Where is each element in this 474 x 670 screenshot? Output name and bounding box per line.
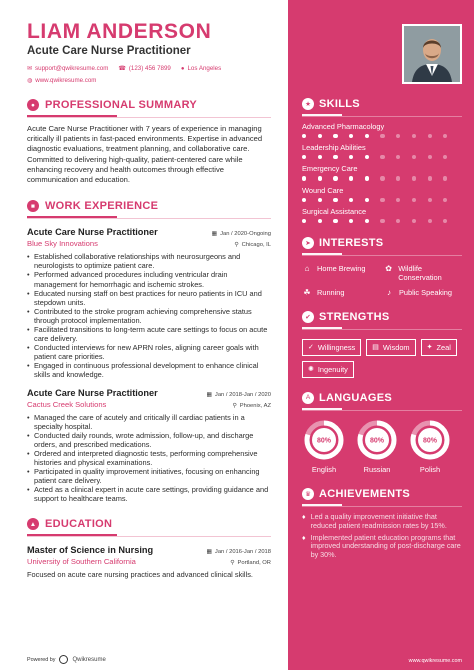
skill-dot bbox=[428, 134, 432, 138]
skill-rating bbox=[302, 176, 462, 180]
footer-brand[interactable]: Qwikresume bbox=[72, 656, 106, 663]
education-dates bbox=[206, 549, 271, 555]
skill-name: Surgical Assistance bbox=[302, 206, 367, 216]
job-company: Blue Sky Innovations bbox=[27, 239, 98, 249]
language-item bbox=[355, 419, 399, 474]
skill-dot bbox=[302, 155, 306, 159]
skill-item bbox=[302, 143, 462, 159]
languages-title: LANGUAGES bbox=[319, 391, 392, 404]
bullet-item: • Managed the care of acutely and critically ill cardiac patients in a specialty hospital. bbox=[27, 413, 271, 431]
location-text: Los Angeles bbox=[187, 65, 222, 72]
skill-dot bbox=[443, 155, 447, 159]
language-ring bbox=[409, 419, 451, 461]
calendar-icon: ▦ bbox=[211, 231, 218, 238]
job-entry bbox=[27, 388, 271, 504]
website-row bbox=[27, 77, 271, 84]
bullet-item: • Conducted interviews for new APRN roles, aligning career goals with patient care priorities. bbox=[27, 343, 271, 361]
skill-dot bbox=[412, 219, 416, 223]
portrait-image bbox=[404, 26, 460, 82]
skill-dot bbox=[318, 176, 322, 180]
language-item bbox=[408, 419, 452, 474]
interest-item bbox=[302, 264, 380, 282]
skill-dot bbox=[412, 176, 416, 180]
skill-dot bbox=[349, 134, 353, 138]
skill-dot bbox=[380, 134, 384, 138]
languages-heading bbox=[302, 392, 462, 404]
strength-chip bbox=[302, 339, 361, 356]
strengths-list bbox=[302, 339, 462, 378]
email-text: support@qwikresume.com bbox=[35, 65, 109, 72]
skill-rating bbox=[302, 155, 462, 159]
website-text: www.qwikresume.com bbox=[35, 77, 97, 84]
job-dates-text: Jan / 2018-Jan / 2020 bbox=[214, 391, 271, 398]
skill-dot bbox=[365, 219, 369, 223]
candidate-name: LIAM ANDERSON bbox=[27, 20, 212, 43]
language-percent: 80% bbox=[316, 437, 332, 445]
interest-label: Running bbox=[317, 287, 345, 297]
email-icon: ✉ bbox=[27, 66, 33, 72]
strength-chip bbox=[302, 361, 354, 378]
skill-dot bbox=[318, 198, 322, 202]
skill-dot bbox=[333, 176, 337, 180]
footer bbox=[27, 655, 271, 664]
calendar-icon: ▦ bbox=[206, 549, 212, 556]
bullet-item: • Established collaborative relationships with neurosurgeons and neurologists to optimize patient care. bbox=[27, 252, 271, 270]
strength-label: Wisdom bbox=[382, 342, 410, 352]
skill-dot bbox=[349, 219, 353, 223]
skill-dot bbox=[428, 155, 432, 159]
skill-item bbox=[302, 207, 462, 223]
skill-dot bbox=[380, 155, 384, 159]
bullet-item: • Contributed to the stroke program achieving comprehensive status through protocol implementation. bbox=[27, 307, 271, 325]
bullet-item: • Performed advanced procedures including ventricular drain management for hemorrhagic and ischemic strokes. bbox=[27, 270, 271, 288]
phone-icon: ☎ bbox=[118, 66, 126, 72]
summary-heading bbox=[27, 99, 271, 111]
skill-dot bbox=[443, 176, 447, 180]
user-icon: ● bbox=[27, 99, 39, 111]
phone-item[interactable] bbox=[118, 65, 170, 72]
skill-dot bbox=[365, 176, 369, 180]
bullet-item: • Conducted daily rounds, wrote admission, follow-up, and discharge orders, and prescribed medications. bbox=[27, 431, 271, 449]
interest-item bbox=[384, 288, 462, 297]
pin-icon: ⚲ bbox=[234, 242, 239, 249]
thumbs-up-icon: ✔ bbox=[302, 311, 314, 323]
skill-dot bbox=[349, 198, 353, 202]
briefcase-icon: ■ bbox=[27, 200, 39, 212]
strength-label: Willingness bbox=[317, 342, 356, 352]
bullet-item: • Engaged in continuous professional development to enhance clinical skills and knowledge. bbox=[27, 361, 271, 379]
skill-dot bbox=[443, 134, 447, 138]
skill-dot bbox=[365, 155, 369, 159]
footer-website[interactable]: www.qwikresume.com bbox=[408, 658, 462, 664]
paper-plane-icon: ➤ bbox=[302, 237, 314, 249]
job-dates bbox=[206, 392, 271, 398]
pin-icon: ⚲ bbox=[230, 560, 235, 567]
summary-title: PROFESSIONAL SUMMARY bbox=[45, 99, 198, 111]
experience-rule-light bbox=[27, 218, 271, 219]
achievements-heading bbox=[302, 488, 462, 500]
school: University of Southern California bbox=[27, 557, 136, 567]
sidebar bbox=[288, 0, 474, 670]
strengths-heading bbox=[302, 311, 462, 323]
qwikresume-logo-icon bbox=[59, 655, 68, 664]
running-icon: ☘ bbox=[303, 287, 311, 297]
location-pin-icon: ● bbox=[180, 65, 185, 72]
education-description: Focused on acute care nursing practices and advanced clinical skills. bbox=[27, 570, 253, 580]
skill-dot bbox=[443, 198, 447, 202]
flame-icon: ✦ bbox=[426, 344, 433, 352]
skill-dot bbox=[302, 198, 306, 202]
home-icon: ⌂ bbox=[304, 263, 310, 273]
achievements-title: ACHIEVEMENTS bbox=[319, 487, 410, 500]
skill-name: Emergency Care bbox=[302, 164, 358, 174]
skill-dot bbox=[396, 198, 400, 202]
language-ring bbox=[303, 419, 345, 461]
achievement-item bbox=[302, 534, 462, 560]
location-item bbox=[181, 65, 221, 72]
achievement-text: Led a quality improvement initiative that reduced patient readmission rates by 15%. bbox=[310, 511, 447, 530]
experience-heading bbox=[27, 200, 271, 212]
bullet-item: • Acted as a clinical expert in acute care settings, providing guidance and support to healthcare teams. bbox=[27, 485, 271, 503]
interests-title: INTERESTS bbox=[319, 236, 384, 249]
skill-dot bbox=[318, 155, 322, 159]
skill-dot bbox=[396, 155, 400, 159]
calendar-icon: ▦ bbox=[206, 391, 212, 398]
strength-label: Ingenuity bbox=[317, 364, 348, 374]
strength-chip bbox=[366, 339, 415, 356]
paw-icon: ✿ bbox=[385, 263, 392, 273]
interests-rule-light bbox=[302, 255, 462, 256]
interests-list bbox=[302, 264, 462, 297]
skill-rating bbox=[302, 219, 462, 223]
education-dates-text: Jan / 2016-Jan / 2018 bbox=[214, 549, 271, 556]
skills-title: SKILLS bbox=[319, 98, 360, 110]
education-heading bbox=[27, 518, 271, 530]
achievement-text: Implemented patient education programs that improved understanding of post-discharge care by 30%. bbox=[310, 532, 461, 560]
strength-label: Zeal bbox=[436, 342, 451, 352]
job-bullets bbox=[27, 413, 271, 504]
skill-name: Advanced Pharmacology bbox=[302, 122, 385, 131]
job-location-text: Phoenix, AZ bbox=[239, 402, 271, 409]
summary-text: Acute Care Nurse Practitioner with 7 years of experience in managing critically ill patients in fast-paced environments. Expertise in advanced diagnostic evaluations, treatment planning, and collaborative care. Committed to delivering high-quality, patient-centered care while enhancing recovery and health outcomes through effective communication and education. bbox=[27, 124, 263, 185]
trophy-icon: ♛ bbox=[302, 488, 314, 500]
skill-dot bbox=[349, 176, 353, 180]
language-ring bbox=[356, 419, 398, 461]
education-rule-light bbox=[27, 536, 271, 537]
interest-label: Wildlife Conservation bbox=[398, 263, 442, 282]
skill-dot bbox=[396, 134, 400, 138]
candidate-title: Acute Care Nurse Practitioner bbox=[27, 45, 191, 57]
contact-row bbox=[27, 65, 271, 72]
skill-item bbox=[302, 164, 462, 180]
interest-label: Home Brewing bbox=[317, 263, 366, 273]
skills-heading bbox=[302, 98, 462, 110]
phone-text: (123) 456 7899 bbox=[128, 65, 171, 72]
interest-label: Public Speaking bbox=[399, 287, 453, 297]
language-item bbox=[302, 419, 346, 474]
language-name: English bbox=[311, 464, 337, 474]
strengths-rule-light bbox=[302, 329, 462, 330]
education-location bbox=[230, 560, 271, 566]
powered-by-text: Powered by bbox=[27, 656, 56, 663]
skills-rule-light bbox=[302, 116, 462, 117]
globe-icon: ◍ bbox=[27, 78, 33, 84]
skill-dot bbox=[333, 134, 337, 138]
skill-dot bbox=[380, 198, 384, 202]
job-location-text: Chicago, IL bbox=[241, 242, 271, 249]
language-percent: 80% bbox=[422, 437, 438, 445]
job-bullets bbox=[27, 252, 271, 379]
thumbs-up-icon: ✓ bbox=[308, 344, 314, 352]
job-dates bbox=[212, 231, 271, 237]
interest-item bbox=[384, 264, 462, 282]
skill-dot bbox=[333, 155, 337, 159]
education-entry bbox=[27, 545, 271, 579]
job-location bbox=[234, 242, 271, 248]
experience-title: WORK EXPERIENCE bbox=[45, 200, 159, 213]
bullet-item: • Ordered and interpreted diagnostic tests, performing comprehensive histories and physical examinations. bbox=[27, 449, 271, 467]
star-icon: ★ bbox=[302, 98, 314, 110]
language-name: Russian bbox=[363, 464, 391, 474]
achievements-rule-light bbox=[302, 506, 462, 507]
skill-item bbox=[302, 122, 462, 138]
interests-heading bbox=[302, 237, 462, 249]
job-role: Acute Care Nurse Practitioner bbox=[27, 227, 158, 238]
skill-dot bbox=[428, 176, 432, 180]
skill-dot bbox=[318, 219, 322, 223]
skill-dot bbox=[396, 219, 400, 223]
profile-photo bbox=[402, 24, 462, 84]
skill-name: Leadership Abilities bbox=[302, 143, 366, 153]
language-icon: A bbox=[302, 392, 314, 404]
strengths-title: STRENGTHS bbox=[319, 310, 390, 323]
language-percent: 80% bbox=[369, 437, 385, 445]
job-company: Cactus Creek Solutions bbox=[27, 399, 107, 409]
skill-rating bbox=[302, 134, 462, 138]
skill-dot bbox=[443, 219, 447, 223]
interest-item bbox=[302, 288, 380, 297]
trophy-icon: ♦ bbox=[302, 534, 306, 542]
bullet-item: • Participated in quality improvement initiatives, focusing on enhancing patient care delivery. bbox=[27, 467, 271, 485]
languages-list bbox=[302, 419, 462, 474]
skill-dot bbox=[318, 134, 322, 138]
skill-dot bbox=[396, 176, 400, 180]
summary-rule-light bbox=[27, 117, 271, 118]
job-dates-text: Jan / 2020-Ongoing bbox=[220, 231, 271, 238]
skill-dot bbox=[365, 134, 369, 138]
bullet-item: • Educated nursing staff on best practices for neuro patients in ICU and stepdown units. bbox=[27, 289, 271, 307]
bullet-item: • Facilitated transitions to long-term acute care settings to focus on acute care delivery. bbox=[27, 325, 271, 343]
book-icon: ▤ bbox=[372, 344, 379, 352]
skill-item bbox=[302, 186, 462, 202]
job-location bbox=[232, 403, 271, 409]
graduation-cap-icon: ▲ bbox=[27, 518, 39, 530]
pin-icon: ⚲ bbox=[232, 402, 237, 409]
skill-dot bbox=[380, 219, 384, 223]
job-entry bbox=[27, 227, 271, 379]
skill-name: Wound Care bbox=[302, 185, 344, 195]
skill-dot bbox=[428, 219, 432, 223]
achievement-item bbox=[302, 513, 462, 531]
speaker-icon: ♪ bbox=[387, 287, 391, 297]
email-item[interactable] bbox=[27, 65, 108, 72]
skill-dot bbox=[333, 198, 337, 202]
trophy-icon: ♦ bbox=[302, 513, 306, 521]
degree: Master of Science in Nursing bbox=[27, 545, 154, 556]
skill-dot bbox=[333, 219, 337, 223]
languages-rule-light bbox=[302, 410, 462, 411]
skill-dot bbox=[302, 134, 306, 138]
website-item[interactable] bbox=[27, 77, 96, 84]
skill-dot bbox=[412, 198, 416, 202]
skills-list bbox=[302, 122, 462, 223]
skill-rating bbox=[302, 198, 462, 202]
skill-dot bbox=[428, 198, 432, 202]
language-name: Polish bbox=[419, 464, 441, 474]
bulb-icon: ✺ bbox=[308, 366, 314, 374]
education-location-text: Portland, OR bbox=[237, 560, 271, 567]
skill-dot bbox=[349, 155, 353, 159]
education-title: EDUCATION bbox=[45, 518, 113, 531]
skill-dot bbox=[302, 176, 306, 180]
achievements-list bbox=[302, 513, 462, 560]
strength-chip bbox=[421, 339, 457, 356]
skill-dot bbox=[412, 155, 416, 159]
job-role: Acute Care Nurse Practitioner bbox=[27, 387, 158, 398]
skill-dot bbox=[412, 134, 416, 138]
skill-dot bbox=[380, 176, 384, 180]
skill-dot bbox=[302, 219, 306, 223]
skill-dot bbox=[365, 198, 369, 202]
